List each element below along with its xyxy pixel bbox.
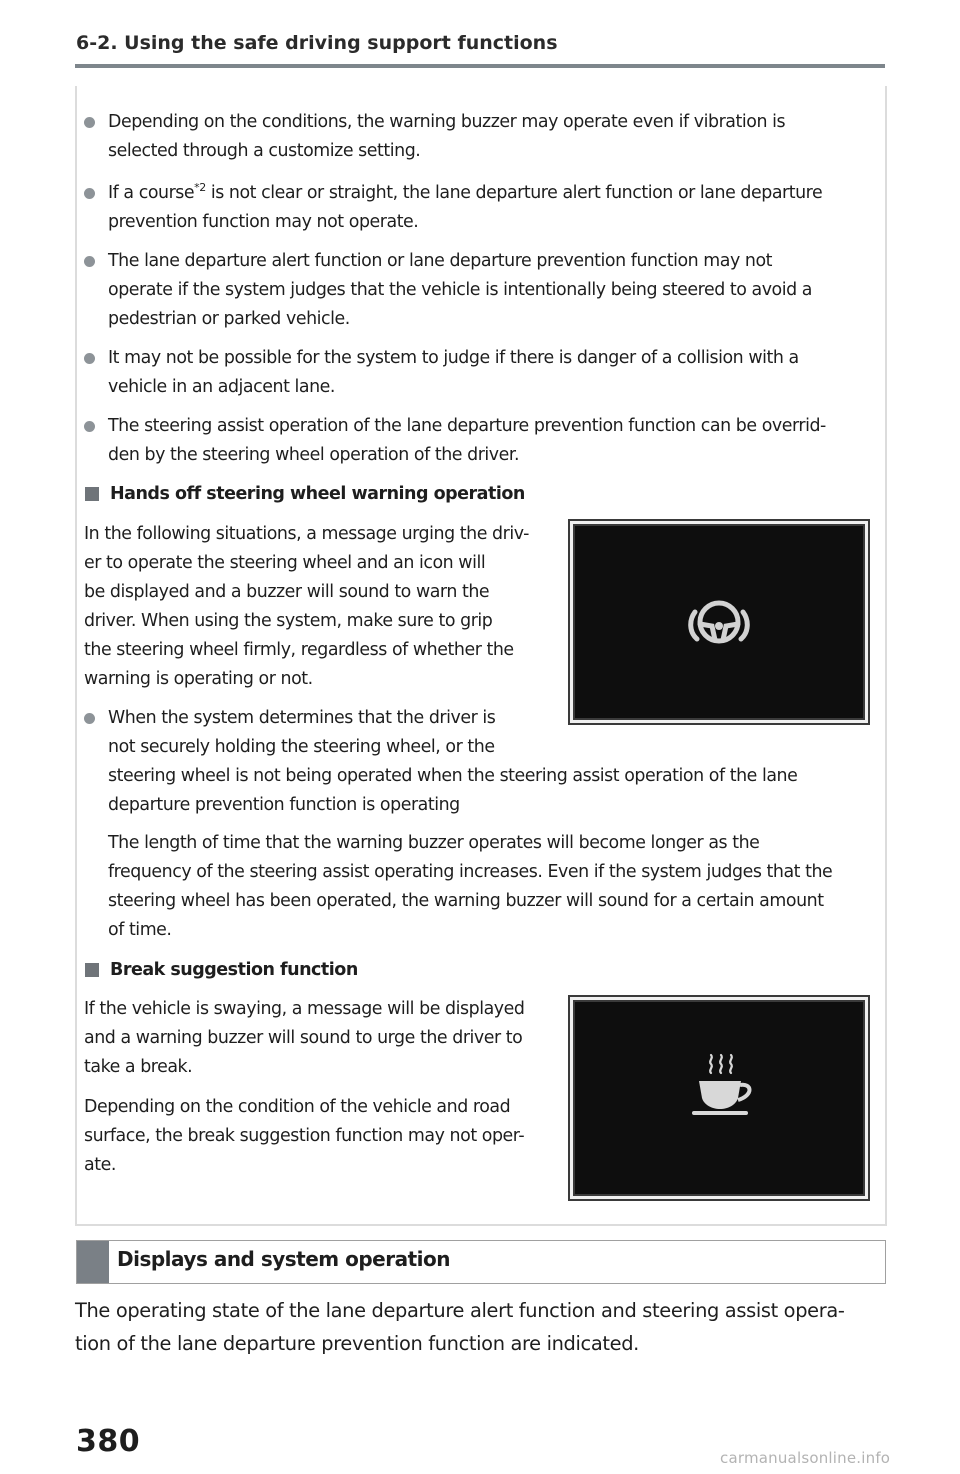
bullet-dot — [84, 188, 95, 199]
heading-square-marker — [85, 963, 99, 977]
bullet-text — [108, 108, 785, 166]
text-line: be displayed and a buzzer will sound to warn the — [84, 582, 490, 602]
bullet-line: It may not be possible for the system to judge if there is danger of a collision with a — [108, 348, 799, 368]
section-heading-tab — [77, 1241, 109, 1283]
section-heading-title: Displays and system operation — [117, 1247, 450, 1271]
page-number: 380 — [76, 1424, 141, 1459]
hands-off-heading: Hands off steering wheel warning operation — [110, 484, 525, 504]
bullet-dot — [84, 117, 95, 128]
section-header-title: 6-2. Using the safe driving support functions — [76, 32, 558, 54]
text-line: and a warning buzzer will sound to urge the driver to — [84, 1028, 523, 1048]
break-suggestion-heading: Break suggestion function — [110, 960, 358, 980]
text-line: er to operate the steering wheel and an icon will — [84, 553, 486, 573]
hands-off-display-screen — [568, 519, 870, 725]
section-heading-bar — [76, 1240, 886, 1284]
bullet-line: prevention function may not operate. — [108, 212, 419, 232]
bullet-text — [108, 247, 812, 334]
hands-off-intro — [84, 520, 529, 694]
coffee-cup-icon — [570, 997, 868, 1199]
text-line: take a break. — [84, 1057, 193, 1077]
text-line: warning is operating or not. — [84, 669, 313, 689]
text-line: If the vehicle is swaying, a message will be displayed — [84, 999, 525, 1019]
text-line: driver. When using the system, make sure to grip — [84, 611, 493, 631]
bullet-dot — [84, 353, 95, 364]
section-intro — [75, 1294, 845, 1360]
text-line: surface, the break suggestion function may not oper- — [84, 1126, 525, 1146]
header-rule — [75, 64, 885, 68]
text-line: frequency of the steering assist operating increases. Even if the system judges that the — [108, 862, 833, 882]
text-line: When the system determines that the driver is — [108, 708, 496, 728]
watermark: carmanualsonline.info — [720, 1449, 891, 1467]
bullet-text — [108, 344, 799, 402]
bullet-line: is not clear or straight, the lane departure alert function or lane departure — [205, 183, 823, 203]
bullet-dot — [84, 713, 95, 724]
bullet-line: den by the steering wheel operation of the driver. — [108, 445, 520, 465]
break-suggestion-para-2 — [84, 1093, 524, 1180]
break-suggestion-para-1 — [84, 995, 524, 1082]
text-line: The length of time that the warning buzzer operates will become longer as the — [108, 833, 760, 853]
bullet-line: The lane departure alert function or lane departure prevention function may not — [108, 251, 773, 271]
bullet-line: The steering assist operation of the lane departure prevention function can be overrid- — [108, 416, 826, 436]
text-line: not securely holding the steering wheel, or the — [108, 737, 495, 757]
heading-square-marker — [85, 487, 99, 501]
bullet-text — [108, 412, 826, 470]
hands-off-note — [108, 829, 832, 945]
bullet-line: vehicle in an adjacent lane. — [108, 377, 336, 397]
text-line: Depending on the condition of the vehicle and road — [84, 1097, 511, 1117]
bullet-line: Depending on the conditions, the warning buzzer may operate even if vibration is — [108, 112, 786, 132]
text-line: tion of the lane departure prevention function are indicated. — [75, 1332, 639, 1355]
text-line: of time. — [108, 920, 172, 940]
text-line: the steering wheel firmly, regardless of whether the — [84, 640, 514, 660]
bullet-text — [108, 179, 822, 237]
text-line: steering wheel is not being operated when the steering assist operation of the lane — [108, 766, 798, 786]
text-line: steering wheel has been operated, the warning buzzer will sound for a certain amount — [108, 891, 824, 911]
bullet-line: pedestrian or parked vehicle. — [108, 309, 350, 329]
text-line: In the following situations, a message urging the driv- — [84, 524, 529, 544]
bullet-line: operate if the system judges that the vehicle is intentionally being steered to avoid a — [108, 280, 812, 300]
bullet-line: If a course — [108, 183, 195, 203]
text-line: ate. — [84, 1155, 116, 1175]
hands-off-bullet — [108, 704, 797, 820]
break-suggestion-display-screen — [568, 995, 870, 1201]
bullet-line: selected through a customize setting. — [108, 141, 421, 161]
bullet-dot — [84, 256, 95, 267]
bullet-dot — [84, 421, 95, 432]
footnote-marker: *2 — [194, 181, 206, 195]
hands-on-steering-wheel-icon — [570, 521, 868, 723]
text-line: departure prevention function is operating — [108, 795, 460, 815]
text-line: The operating state of the lane departure alert function and steering assist opera- — [75, 1299, 845, 1322]
